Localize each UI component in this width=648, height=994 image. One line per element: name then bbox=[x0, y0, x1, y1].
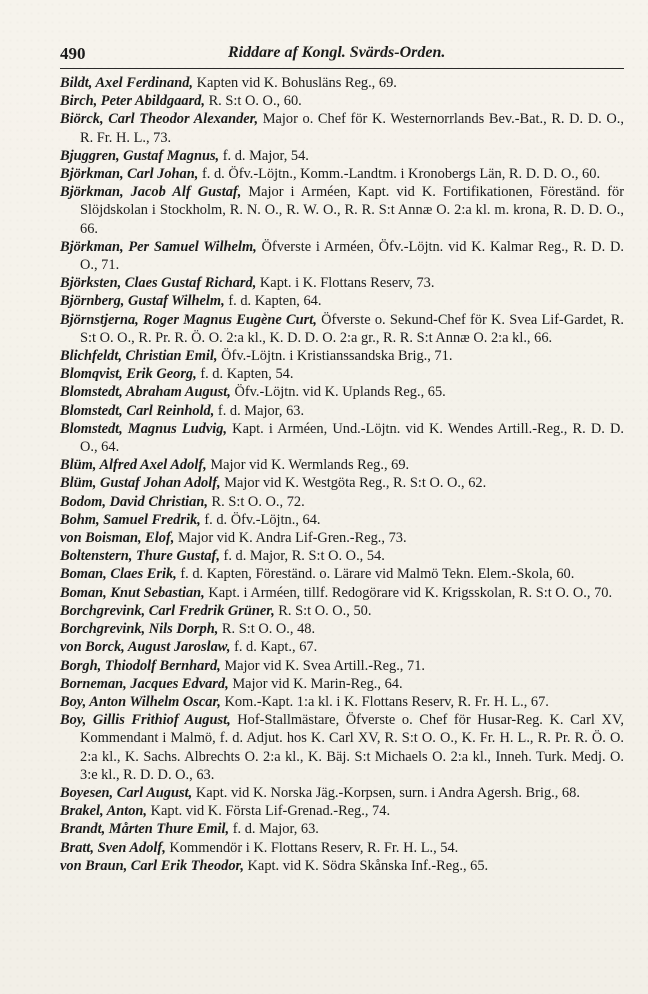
entry-details: f. d. Öfv.-Löjtn., Komm.-Landtm. i Kronobergs Län, R. D. D. O., 60. bbox=[198, 166, 601, 183]
entry-details: Major i Arméen, Kapt. vid K. Fortifikationen, Föreständ. för Slöjdskolan i Stockholm, R. N. O., R. W. O., R. R. S:t Annæ O. 2:a kl. m. krona, R. D. D. O., 66. bbox=[80, 184, 624, 237]
entry-details: Kapt. i Arméen, tillf. Redogörare vid K. Krigsskolan, R. S:t O. O., 70. bbox=[204, 584, 613, 601]
entry-details: Kapt. vid K. Södra Skånska Inf.-Reg., 65. bbox=[243, 857, 489, 874]
register-entry bbox=[60, 292, 624, 310]
entry-details: Kapt. i K. Flottans Reserv, 73. bbox=[256, 275, 435, 292]
entry-details: f. d. Kapten, 54. bbox=[196, 366, 294, 383]
entry-details: Öfv.-Löjtn. i Kristianssandska Brig., 71. bbox=[217, 348, 453, 365]
entry-name: Borchgrevink, Nils Dorph, bbox=[60, 621, 219, 638]
register-entry bbox=[60, 839, 624, 857]
entry-details: f. d. Kapt., 67. bbox=[230, 639, 318, 656]
entry-name: Boltenstern, Thure Gustaf, bbox=[60, 548, 220, 565]
entry-name: Blüm, Alfred Axel Adolf, bbox=[60, 457, 207, 474]
entry-name: Boyesen, Carl August, bbox=[60, 784, 193, 801]
entry-name: Borneman, Jacques Edvard, bbox=[60, 675, 229, 692]
register-entry bbox=[60, 638, 624, 656]
entry-details: Kapt. i Arméen, Und.-Löjtn. vid K. Wendes Artill.-Reg., R. D. D. O., 64. bbox=[80, 420, 624, 456]
entry-name: Bodom, David Christian, bbox=[60, 493, 208, 510]
entry-name: Björkman, Per Samuel Wilhelm, bbox=[60, 238, 257, 255]
entry-details: f. d. Kapten, Föreständ. o. Lärare vid Malmö Tekn. Elem.-Skola, 60. bbox=[176, 566, 575, 583]
entry-details: Kom.-Kapt. 1:a kl. i K. Flottans Reserv, R. Fr. H. L., 67. bbox=[220, 693, 549, 710]
entry-name: Biörck, Carl Theodor Alexander, bbox=[60, 111, 259, 128]
entry-name: Blomqvist, Erik Georg, bbox=[60, 366, 197, 383]
entry-name: Björksten, Claes Gustaf Richard, bbox=[60, 275, 257, 292]
register-entry bbox=[60, 165, 624, 183]
entry-details: f. d. Major, 63. bbox=[214, 402, 305, 419]
entry-details: Öfverste o. Sekund-Chef för K. Svea Lif-Gardet, R. S:t O. O., R. Pr. R. Ö. O. 2:a kl., K. D. D. O. 2:a gr., R. R. S:t Annæ O. 2:a kl., 66. bbox=[80, 311, 625, 346]
register-entry bbox=[60, 820, 624, 838]
entry-name: Borchgrevink, Carl Fredrik Grüner, bbox=[60, 602, 275, 619]
entry-name: Boy, Gillis Frithiof August, bbox=[60, 712, 231, 729]
register-entry bbox=[60, 584, 624, 602]
entry-name: Bildt, Axel Ferdinand, bbox=[60, 75, 194, 91]
register-entry bbox=[60, 565, 624, 583]
entry-name: Borgh, Thiodolf Bernhard, bbox=[60, 657, 221, 674]
entry-list bbox=[60, 74, 624, 875]
entry-details: Öfv.-Löjtn. vid K. Uplands Reg., 65. bbox=[230, 384, 446, 401]
entry-name: Birch, Peter Abildgaard, bbox=[60, 93, 205, 110]
entry-details: f. d. Kapten, 64. bbox=[224, 293, 322, 310]
entry-details: Major vid K. Westgöta Reg., R. S:t O. O., 62. bbox=[220, 475, 487, 492]
entry-details: f. d. Major, 63. bbox=[229, 821, 319, 838]
entry-details: Öfverste i Arméen, Öfv.-Löjtn. vid K. Kalmar Reg., R. D. D. O., 71. bbox=[80, 238, 624, 274]
entry-name: Brakel, Anton, bbox=[60, 803, 148, 820]
entry-name: Blomstedt, Abraham August, bbox=[60, 384, 231, 401]
entry-details: Hof-Stallmästare, Öfverste o. Chef för Husar-Reg. K. Carl XV, Kommendant i Malmö, f. d. Adjut. hos K. Carl XV, R. S:t O. O., K. Fr. H. L., R. Pr. R. Ö. O. 2:a kl., K. Sachs. Albrechts O. 2:a kl., K. Bäj. S:t Michaels O. 2:a kl., Inneh. Turk. Medj. O. 3:e kl., R. D. D. O., 63. bbox=[80, 712, 624, 783]
entry-name: Björnberg, Gustaf Wilhelm, bbox=[60, 293, 225, 310]
register-entry bbox=[60, 711, 624, 784]
entry-name: von Braun, Carl Erik Theodor, bbox=[60, 857, 244, 874]
register-entry bbox=[60, 456, 624, 474]
register-entry bbox=[60, 547, 624, 565]
register-entry bbox=[60, 529, 624, 547]
entry-details: Major o. Chef för K. Westernorrlands Bev.-Bat., R. D. D. O., R. Fr. H. L., 73. bbox=[80, 111, 624, 146]
entry-name: Björkman, Carl Johan, bbox=[60, 166, 199, 183]
entry-details: Kapt. vid K. Första Lif-Grenad.-Reg., 74. bbox=[147, 803, 391, 820]
register-entry bbox=[60, 347, 624, 365]
entry-details: Kapt. vid K. Norska Jäg.-Korpsen, surn. i Andra Agersh. Brig., 68. bbox=[192, 784, 580, 801]
entry-name: Blichfeldt, Christian Emil, bbox=[60, 348, 218, 365]
register-entry bbox=[60, 693, 624, 711]
register-entry bbox=[60, 493, 624, 511]
register-entry bbox=[60, 383, 624, 401]
register-entry bbox=[60, 110, 624, 146]
entry-details: f. d. Öfv.-Löjtn., 64. bbox=[200, 511, 321, 528]
register-entry bbox=[60, 92, 624, 110]
entry-name: Brandt, Mårten Thure Emil, bbox=[60, 821, 230, 838]
register-entry bbox=[60, 675, 624, 693]
entry-name: Blomstedt, Magnus Ludvig, bbox=[60, 420, 228, 437]
entry-details: Major vid K. Andra Lif-Gren.-Reg., 73. bbox=[174, 530, 407, 547]
entry-name: Boman, Knut Sebastian, bbox=[60, 584, 205, 601]
entry-details: Major vid K. Marin-Reg., 64. bbox=[228, 675, 403, 692]
register-entry bbox=[60, 147, 624, 165]
entry-name: Bohm, Samuel Fredrik, bbox=[60, 511, 201, 528]
register-entry bbox=[60, 857, 624, 875]
entry-details: f. d. Major, R. S:t O. O., 54. bbox=[219, 548, 385, 565]
entry-name: Boy, Anton Wilhelm Oscar, bbox=[60, 693, 221, 710]
entry-name: Boman, Claes Erik, bbox=[60, 566, 177, 583]
entry-name: Bjuggren, Gustaf Magnus, bbox=[60, 147, 220, 164]
entry-name: Björkman, Jacob Alf Gustaf, bbox=[60, 184, 242, 201]
entry-details: R. S:t O. O., 48. bbox=[218, 621, 316, 638]
register-entry bbox=[60, 420, 624, 456]
register-entry bbox=[60, 784, 624, 802]
entry-details: R. S:t O. O., 72. bbox=[207, 493, 305, 510]
entry-name: Björnstjerna, Roger Magnus Eugène Curt, bbox=[60, 311, 317, 328]
header-rule bbox=[60, 68, 624, 69]
entry-name: von Boisman, Elof, bbox=[60, 530, 175, 547]
entry-details: R. S:t O. O., 60. bbox=[204, 93, 302, 110]
entry-details: R. S:t O. O., 50. bbox=[274, 602, 372, 619]
running-title: Riddare af Kongl. Svärds-Orden. bbox=[228, 44, 446, 61]
register-entry bbox=[60, 474, 624, 492]
page-number: 490 bbox=[60, 44, 86, 63]
entry-name: Bratt, Sven Adolf, bbox=[60, 839, 166, 856]
register-entry bbox=[60, 402, 624, 420]
entry-details: Major vid K. Wermlands Reg., 69. bbox=[206, 457, 410, 474]
register-entry bbox=[60, 238, 624, 274]
register-entry bbox=[60, 311, 624, 347]
entry-name: von Borck, August Jaroslaw, bbox=[60, 639, 231, 656]
register-entry bbox=[60, 183, 624, 238]
register-entry bbox=[60, 602, 624, 620]
register-entry bbox=[60, 620, 624, 638]
entry-name: Blüm, Gustaf Johan Adolf, bbox=[60, 475, 221, 492]
register-entry bbox=[60, 802, 624, 820]
entry-details: Kommendör i K. Flottans Reserv, R. Fr. H. L., 54. bbox=[165, 839, 459, 856]
page-header bbox=[60, 44, 624, 66]
register-entry bbox=[60, 657, 624, 675]
register-entry bbox=[60, 365, 624, 383]
register-entry bbox=[60, 74, 624, 92]
entry-details: f. d. Major, 54. bbox=[219, 147, 309, 164]
register-entry bbox=[60, 511, 624, 529]
entry-details: Kapten vid K. Bohusläns Reg., 69. bbox=[193, 75, 397, 91]
entry-name: Blomstedt, Carl Reinhold, bbox=[60, 402, 215, 419]
register-entry bbox=[60, 274, 624, 292]
entry-details: Major vid K. Svea Artill.-Reg., 71. bbox=[220, 657, 425, 674]
